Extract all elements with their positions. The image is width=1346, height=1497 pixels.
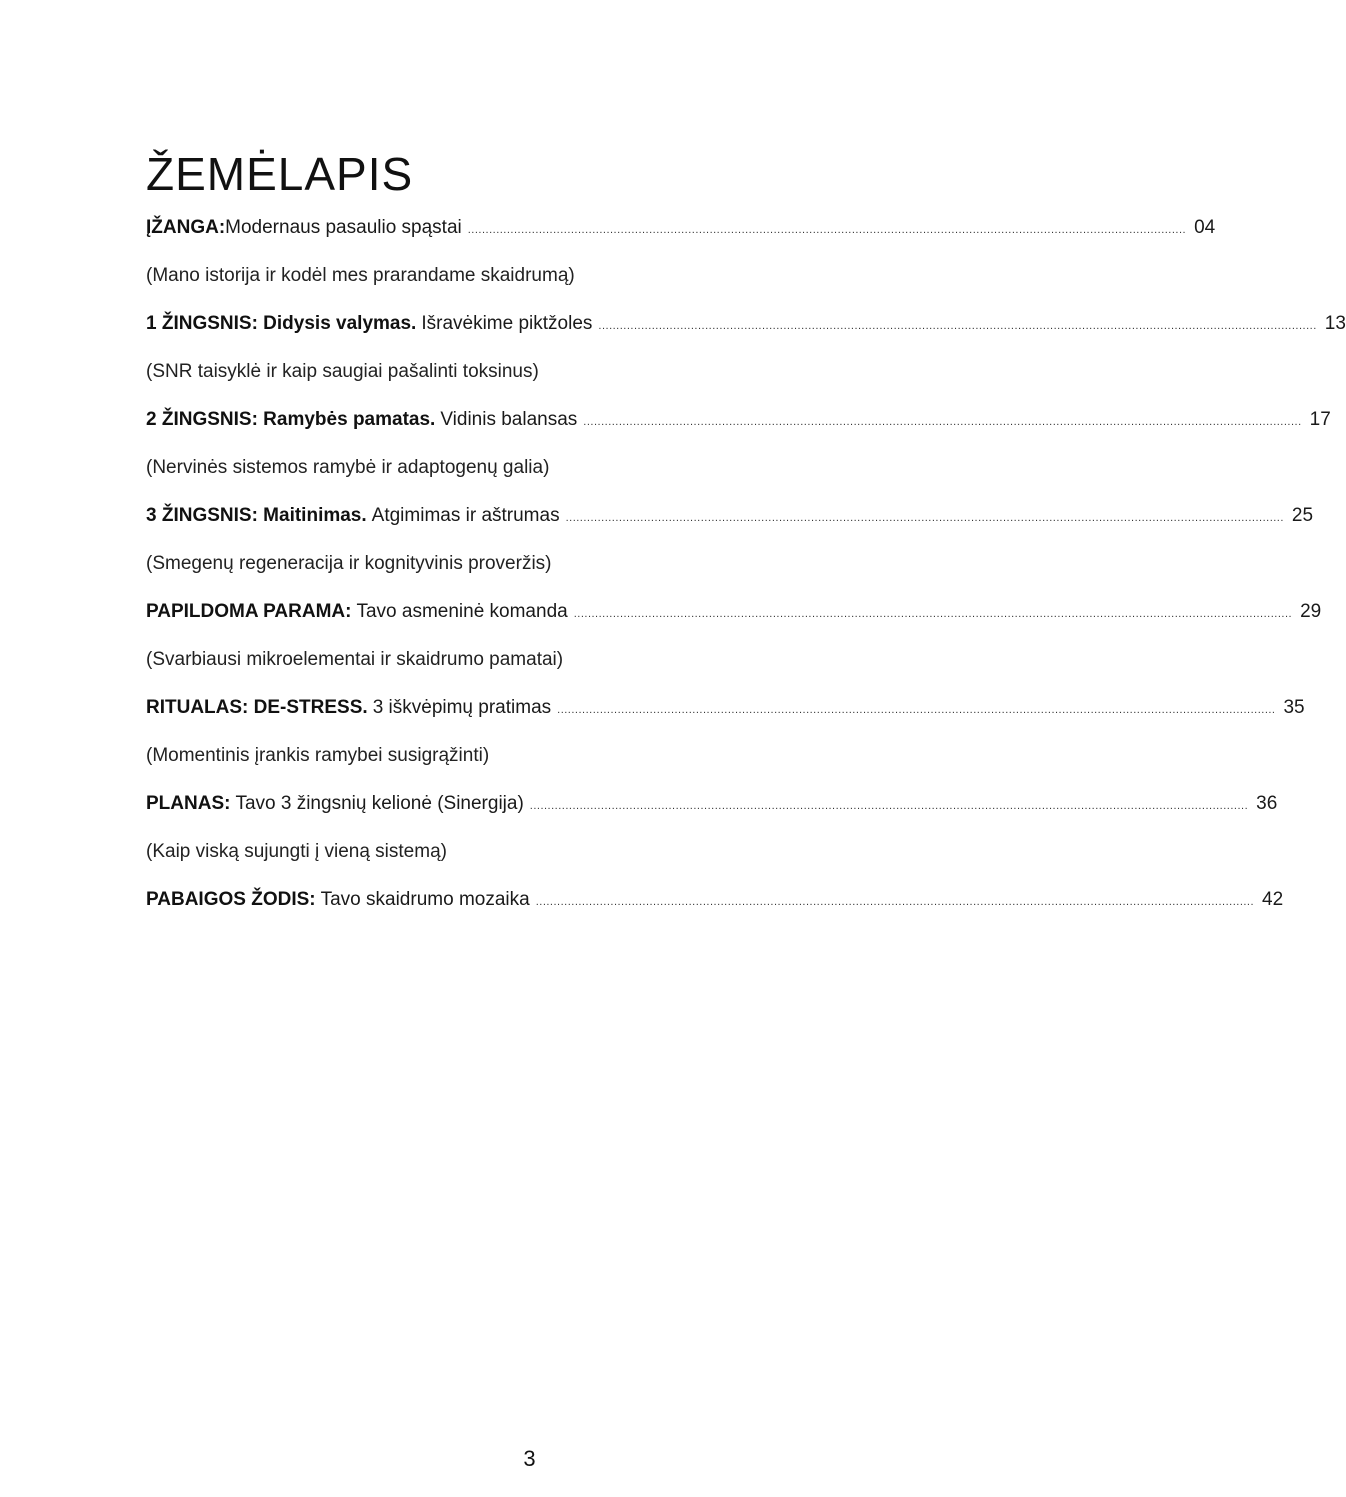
toc-entry-page: 17 (1309, 409, 1331, 430)
toc-entry-subtitle: (Nervinės sistemos ramybė ir adaptogenų galia) (146, 457, 550, 478)
toc-entry[interactable] (146, 494, 1314, 542)
toc-entry-subtitle: (Momentinis įrankis ramybei susigrąžinti) (146, 745, 490, 766)
dot-leader: .......................................................................................................................................................................................................... (557, 704, 1276, 716)
toc-entry-label: PABAIGOS ŽODIS: (146, 889, 316, 910)
toc-entry-page: 25 (1291, 505, 1314, 526)
toc-entry-subtitle: (Mano istorija ir kodėl mes prarandame skaidrumą) (146, 265, 575, 286)
toc-entry-page: 04 (1194, 217, 1216, 238)
toc-entry[interactable] (146, 302, 1346, 350)
dot-leader: .......................................................................................................................................................................................................... (529, 800, 1249, 812)
toc-entry-title: Atgimimas ir aštrumas (371, 505, 560, 526)
page-title: ŽEMĖLAPIS (146, 148, 414, 200)
toc-entry-label: PAPILDOMA PARAMA: (146, 601, 352, 622)
dot-leader: .......................................................................................................................................................................................................... (535, 896, 1255, 908)
dot-leader: .......................................................................................................................................................................................................... (598, 320, 1317, 332)
toc-entry[interactable] (146, 686, 1305, 734)
toc-entry-label: PLANAS: (146, 793, 231, 814)
page-number: 3 (523, 1446, 536, 1471)
toc-entry-title: Tavo skaidrumo mozaika (320, 889, 530, 910)
table-of-contents (146, 206, 1346, 926)
toc-entry-title: Tavo asmeninė komanda (356, 601, 568, 622)
toc-entry-subtitle: (Svarbiausi mikroelementai ir skaidrumo pamatai) (146, 649, 564, 670)
toc-entry-label: ĮŽANGA: (146, 217, 226, 238)
toc-entry-title: Modernaus pasaulio spąstai (225, 217, 462, 238)
toc-entry[interactable] (146, 206, 1216, 254)
dot-leader: .......................................................................................................................................................................................................... (467, 224, 1187, 236)
toc-entry[interactable] (146, 878, 1284, 926)
toc-entry-subtitle: (SNR taisyklė ir kaip saugiai pašalinti toksinus) (146, 361, 539, 382)
toc-entry-label: RITUALAS: DE-STRESS. (146, 697, 368, 718)
toc-entry[interactable] (146, 398, 1331, 446)
toc-entry-title: 3 iškvėpimų pratimas (372, 697, 552, 718)
toc-entry[interactable] (146, 590, 1322, 638)
toc-entry-subtitle: (Smegenų regeneracija ir kognityvinis proveržis) (146, 553, 552, 574)
toc-entry-label: 1 ŽINGSNIS: Didysis valymas. (146, 313, 417, 334)
toc-entry-page: 36 (1256, 793, 1278, 814)
dot-leader: .......................................................................................................................................................................................................... (573, 608, 1293, 620)
toc-entry-page: 42 (1262, 889, 1284, 910)
toc-entry-page: 29 (1300, 601, 1322, 622)
toc-entry-label: 2 ŽINGSNIS: Ramybės pamatas. (146, 409, 436, 430)
toc-entry-label: 3 ŽINGSNIS: Maitinimas. (146, 505, 367, 526)
toc-entry-page: 35 (1283, 697, 1305, 718)
toc-entry-title: Išravėkime piktžoles (421, 313, 593, 334)
toc-entry-subtitle: (Kaip viską sujungti į vieną sistemą) (146, 841, 447, 862)
toc-entry-title: Tavo 3 žingsnių kelionė (Sinergija) (235, 793, 524, 814)
dot-leader: .......................................................................................................................................................................................................... (583, 416, 1302, 428)
dot-leader: .......................................................................................................................................................................................................... (565, 512, 1284, 524)
toc-entry-title: Vidinis balansas (440, 409, 578, 430)
toc-entry[interactable] (146, 782, 1278, 830)
toc-entry-page: 13 (1324, 313, 1346, 334)
